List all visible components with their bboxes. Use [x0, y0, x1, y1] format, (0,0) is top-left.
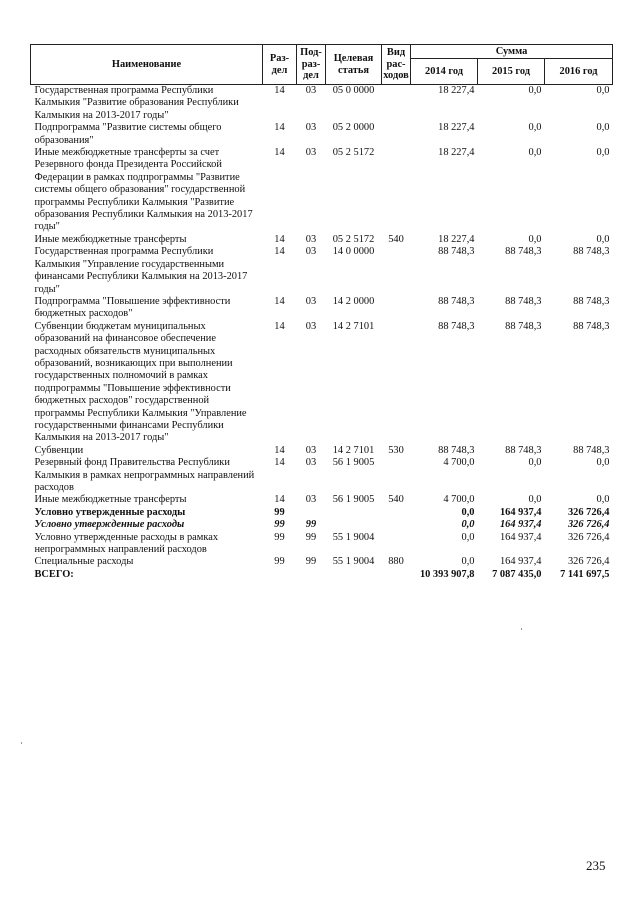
cell-sum-2015: 164 937,4: [499, 519, 542, 531]
cell-tselevaya-statya: 56 1 9005: [332, 494, 375, 506]
cell-sum-2014: 88 748,3: [438, 320, 475, 332]
table-row: [31, 321, 613, 445]
cell-sum-2016: 88 748,3: [573, 246, 610, 258]
cell-podrazdel: [297, 569, 326, 581]
cell-sum-2015: 0,0: [528, 457, 542, 469]
cell-vid-rashodov: [382, 519, 411, 531]
cell-vid-rashodov: 540: [388, 494, 404, 506]
cell-razdel: 14: [274, 147, 285, 159]
cell-sum-2014: 0,0: [461, 519, 475, 531]
table-row: [31, 296, 613, 321]
cell-tselevaya-statya: 05 2 5172: [332, 233, 375, 245]
cell-name: ВСЕГО:: [34, 568, 74, 580]
header-tselevaya-statya: Целевая статья: [326, 45, 382, 85]
cell-razdel: 14: [274, 233, 285, 245]
cell-razdel: [263, 569, 297, 581]
cell-podrazdel: 03: [305, 147, 317, 159]
cell-tselevaya-statya: 56 1 9005: [332, 457, 375, 469]
cell-vid-rashodov: [382, 122, 411, 147]
cell-sum-2015: 164 937,4: [499, 556, 542, 568]
cell-podrazdel: 03: [305, 320, 317, 332]
cell-podrazdel: 03: [305, 457, 317, 469]
header-razdel: Раз- дел: [263, 45, 297, 85]
budget-table-container: [30, 44, 612, 581]
header-vid-rashodov: Вид рас- ходов: [382, 45, 411, 85]
cell-vid-rashodov: [382, 321, 411, 445]
cell-vid-rashodov: [382, 296, 411, 321]
table-row: [31, 234, 613, 246]
cell-razdel: 14: [274, 122, 285, 134]
cell-sum-2015: 0,0: [528, 233, 542, 245]
cell-tselevaya-statya: 14 2 7101: [332, 320, 375, 332]
cell-podrazdel: 99: [305, 556, 317, 568]
cell-sum-2014: 4 700,0: [443, 494, 475, 506]
cell-podrazdel: 99: [305, 519, 317, 531]
cell-vid-rashodov: [382, 147, 411, 234]
cell-tselevaya-statya: [326, 507, 382, 519]
cell-sum-2015: 0,0: [528, 494, 542, 506]
cell-sum-2016: 326 726,4: [567, 506, 610, 518]
cell-sum-2015: 7 087 435,0: [492, 568, 542, 580]
cell-sum-2014: 18 227,4: [438, 147, 475, 159]
cell-podrazdel: 03: [305, 85, 317, 96]
cell-tselevaya-statya: 05 2 0000: [332, 122, 375, 134]
cell-sum-2014: 88 748,3: [438, 444, 475, 456]
table-row: [31, 147, 613, 234]
cell-razdel: 99: [274, 531, 285, 543]
header-2016: 2016 год: [545, 59, 613, 85]
cell-razdel: 99: [274, 519, 285, 531]
cell-name: Государственная программа Республики Калмыкия "Управление государственными финансами Республики Калмыкия на 2013-2017 годы": [34, 246, 248, 295]
cell-tselevaya-statya: 14 2 0000: [332, 295, 375, 307]
cell-name: Иные межбюджетные трансферты: [34, 233, 187, 245]
cell-razdel: 14: [274, 457, 285, 469]
cell-name: Условно утвержденные расходы в рамках непрограммных направлений расходов: [34, 531, 219, 556]
cell-razdel: 14: [274, 494, 285, 506]
cell-sum-2014: 10 393 907,8: [419, 568, 475, 580]
cell-sum-2015: 88 748,3: [505, 320, 542, 332]
cell-sum-2015: 88 748,3: [505, 444, 542, 456]
cell-name: Специальные расходы: [34, 556, 134, 568]
cell-name: Государственная программа Республики Калмыкия "Развитие образования Республики Калмыкия на 2013-2017 годы": [34, 85, 239, 121]
cell-podrazdel: 03: [305, 444, 317, 456]
cell-tselevaya-statya: 14 0 0000: [332, 246, 375, 258]
table-row: [31, 532, 613, 557]
cell-sum-2014: 0,0: [461, 556, 475, 568]
cell-sum-2016: 7 141 697,5: [560, 568, 610, 580]
cell-name: Субвенции бюджетам муниципальных образований на финансовое обеспечение расходных обязательств муниципальных образований, возникающих при выполнении государственных полномочий в рамках подпрограммы "Повышение эффективности бюджетных расходов" государственной программы Республики Калмыкия "Управление государственными финансами Республики Калмыкия на 2013-2017 годы": [34, 320, 247, 444]
cell-sum-2016: 88 748,3: [573, 320, 610, 332]
cell-sum-2014: 18 227,4: [438, 122, 475, 134]
cell-sum-2014: 4 700,0: [443, 457, 475, 469]
cell-vid-rashodov: [382, 507, 411, 519]
table-row: [31, 246, 613, 296]
table-row: [31, 445, 613, 457]
table-row: [31, 122, 613, 147]
cell-podrazdel: 03: [305, 295, 317, 307]
budget-table-body: [31, 85, 613, 582]
cell-sum-2014: 0,0: [461, 506, 475, 518]
cell-sum-2014: 88 748,3: [438, 295, 475, 307]
cell-podrazdel: 03: [305, 494, 317, 506]
cell-sum-2016: 0,0: [596, 457, 610, 469]
cell-razdel: 99: [274, 556, 285, 568]
scan-speck: [21, 742, 22, 744]
cell-razdel: 14: [274, 85, 285, 96]
cell-sum-2016: 88 748,3: [573, 295, 610, 307]
cell-name: Условно утвержденные расходы: [34, 519, 185, 531]
cell-razdel: 14: [274, 320, 285, 332]
budget-table: [30, 44, 613, 581]
cell-sum-2015: 0,0: [528, 85, 542, 96]
table-row: [31, 507, 613, 519]
cell-tselevaya-statya: 14 2 7101: [332, 444, 375, 456]
table-row: [31, 457, 613, 494]
cell-sum-2016: 326 726,4: [567, 519, 610, 531]
page-number: 235: [586, 858, 606, 873]
cell-sum-2015: 88 748,3: [505, 295, 542, 307]
header-name: Наименование: [31, 45, 263, 85]
cell-name: Иные межбюджетные трансферты за счет Резервного фонда Президента Российской Федерации в рамках подпрограммы "Развитие системы общего образования" государственной программы Республики Калмыкия "Развитие образования Республики Калмыкия на 2013-2017 годы": [34, 147, 253, 233]
cell-tselevaya-statya: 55 1 9004: [332, 556, 375, 568]
header-2015: 2015 год: [478, 59, 545, 85]
cell-sum-2016: 0,0: [596, 233, 610, 245]
cell-name: Резервный фонд Правительства Республики Калмыкия в рамках непрограммных направлений расходов: [34, 457, 255, 493]
cell-name: Субвенции: [34, 444, 84, 456]
cell-razdel: 14: [274, 444, 285, 456]
cell-name: Подпрограмма "Развитие системы общего образования": [34, 122, 222, 146]
cell-sum-2014: 0,0: [461, 531, 475, 543]
header-podrazdel: Под- раз- дел: [297, 45, 326, 85]
cell-sum-2016: 0,0: [596, 85, 610, 96]
cell-tselevaya-statya: 55 1 9004: [332, 531, 375, 543]
cell-podrazdel: 03: [305, 246, 317, 258]
cell-vid-rashodov: 540: [388, 233, 404, 245]
cell-vid-rashodov: [382, 532, 411, 557]
cell-sum-2016: 88 748,3: [573, 444, 610, 456]
cell-vid-rashodov: 880: [388, 556, 404, 568]
cell-sum-2015: 88 748,3: [505, 246, 542, 258]
cell-vid-rashodov: [382, 85, 411, 123]
table-row: [31, 85, 613, 123]
cell-sum-2015: 164 937,4: [499, 531, 542, 543]
cell-sum-2016: 0,0: [596, 147, 610, 159]
cell-sum-2015: 164 937,4: [499, 506, 542, 518]
cell-vid-rashodov: [382, 457, 411, 494]
table-row: [31, 494, 613, 506]
cell-name: Подпрограмма "Повышение эффективности бюджетных расходов": [34, 295, 231, 320]
cell-tselevaya-statya: [326, 569, 382, 581]
table-row: [31, 519, 613, 531]
cell-razdel: 14: [274, 295, 285, 307]
cell-sum-2014: 18 227,4: [438, 85, 475, 96]
cell-tselevaya-statya: 05 0 0000: [332, 85, 375, 96]
table-row: [31, 556, 613, 568]
cell-vid-rashodov: [382, 569, 411, 581]
cell-sum-2016: 326 726,4: [567, 531, 610, 543]
cell-sum-2015: 0,0: [528, 122, 542, 134]
cell-sum-2016: 326 726,4: [567, 556, 610, 568]
cell-vid-rashodov: [382, 246, 411, 296]
header-summa: Сумма: [411, 45, 613, 59]
cell-name: Иные межбюджетные трансферты: [34, 494, 187, 506]
header-2014: 2014 год: [411, 59, 478, 85]
cell-razdel: 14: [274, 246, 285, 258]
cell-sum-2015: 0,0: [528, 147, 542, 159]
cell-name: Условно утвержденные расходы: [34, 506, 186, 518]
cell-vid-rashodov: 530: [388, 444, 404, 456]
cell-podrazdel: 99: [305, 531, 317, 543]
cell-podrazdel: [297, 507, 326, 519]
cell-sum-2016: 0,0: [596, 122, 610, 134]
cell-podrazdel: 03: [305, 233, 317, 245]
cell-razdel: 99: [274, 506, 285, 518]
cell-podrazdel: 03: [305, 122, 317, 134]
table-row: [31, 569, 613, 581]
cell-tselevaya-statya: 05 2 5172: [332, 147, 375, 159]
cell-sum-2014: 18 227,4: [438, 233, 475, 245]
scan-speck: [521, 628, 522, 630]
cell-sum-2014: 88 748,3: [438, 246, 475, 258]
cell-sum-2016: 0,0: [596, 494, 610, 506]
cell-tselevaya-statya: [326, 519, 382, 531]
